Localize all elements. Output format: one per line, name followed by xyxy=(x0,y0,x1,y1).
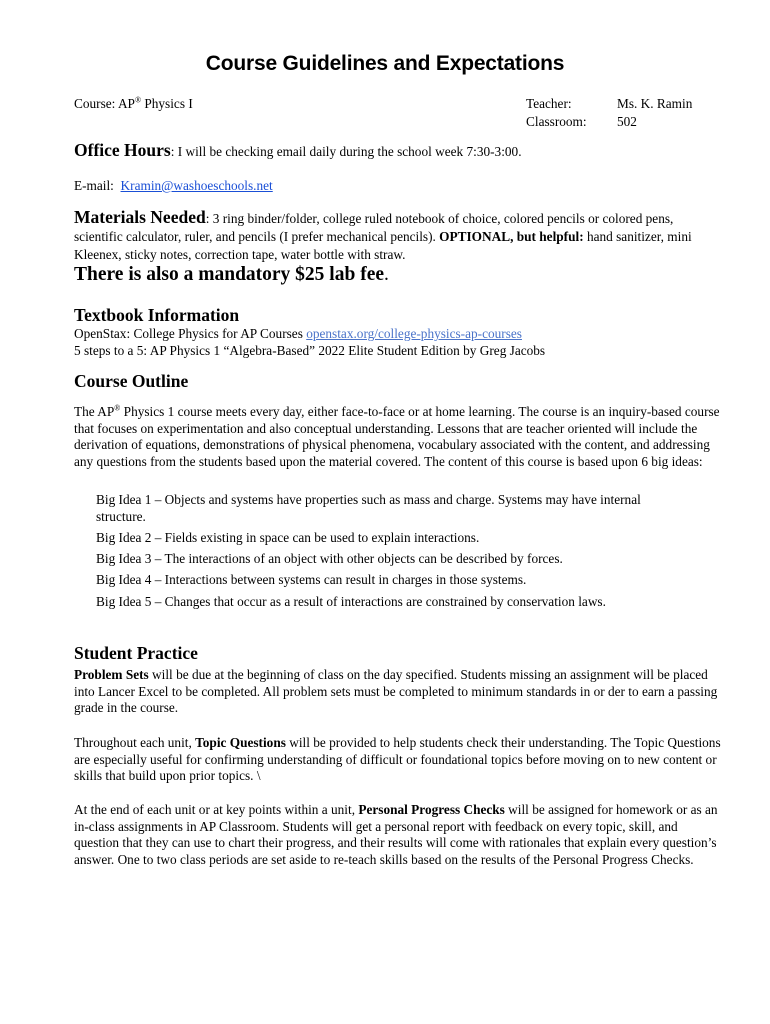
student-practice-heading: Student Practice xyxy=(74,643,198,663)
materials-paragraph: Materials Needed: 3 ring binder/folder, college ruled notebook of choice, colored pencils or colored pens, scientific calculator, ruler, and pencils (I prefer mechanical pencils). OPTIONAL, but helpful: hand sanitizer, mini Kleenex, sticky notes, correction tape, water bottle with straw. xyxy=(74,207,692,262)
openstax-link[interactable]: openstax.org/college-physics-ap-courses xyxy=(306,326,522,341)
progress-checks-paragraph: At the end of each unit or at key points within a unit, Personal Progress Checks will be assigned for homework or as an in-class assignments in AP Classroom. Students will get a personal report with feedback on every topic, skill, and question that they can use to chart their progress, and their results will come with rationales that explain every question’s answer. One to two class periods are set aside to re-teach skills based on the results of the Personal Progress Checks. xyxy=(74,802,718,867)
email-line xyxy=(74,177,273,194)
classroom-label: Classroom: xyxy=(526,114,587,129)
course-outline-heading: Course Outline xyxy=(74,371,189,391)
office-hours xyxy=(74,140,522,161)
registered-mark: ® xyxy=(134,95,142,105)
email-label: E-mail: xyxy=(74,178,114,193)
textbook-line-1: OpenStax: College Physics for AP Courses openstax.org/college-physics-ap-courses xyxy=(74,326,522,341)
course-name: Physics I xyxy=(141,96,193,111)
office-hours-heading: Office Hours xyxy=(74,140,171,160)
materials-heading: Materials Needed xyxy=(74,207,206,227)
big-idea-4: Big Idea 4 – Interactions between systems can result in charges in those systems. xyxy=(96,572,527,587)
classroom-value: 502 xyxy=(617,114,637,129)
big-idea-2: Big Idea 2 – Fields existing in space can be used to explain interactions. xyxy=(96,530,480,545)
big-idea-1: Big Idea 1 – Objects and systems have properties such as mass and charge. Systems may have internal structure. xyxy=(96,492,641,524)
course-line xyxy=(74,95,193,112)
course-outline-paragraph: The AP® Physics 1 course meets every day, either face-to-face or at home learning. The course is an inquiry-based course that focuses on experimentation and also conceptual understanding. Lessons that are teacher oriented will include the derivation of equations, demonstrations of physical phenomena, vocabulary associated with the content, and addressing any questions from the students based upon the material covered. The content of this course is based upon 6 big ideas: xyxy=(74,403,720,469)
topic-questions-paragraph: Throughout each unit, Topic Questions will be provided to help students check their understanding. The Topic Questions are especially useful for confirming understanding of difficult or foundational topics before moving on to new content or skills that build upon prior topics. \ xyxy=(74,735,721,784)
email-link[interactable]: Kramin@washoeschools.net xyxy=(120,178,273,193)
big-idea-5: Big Idea 5 – Changes that occur as a result of interactions are constrained by conservation laws. xyxy=(96,594,606,609)
lab-fee-notice: There is also a mandatory $25 lab fee. xyxy=(74,264,389,285)
textbook-line-2: 5 steps to a 5: AP Physics 1 “Algebra-Based” 2022 Elite Student Edition by Greg Jacobs xyxy=(74,343,546,358)
big-idea-3: Big Idea 3 – The interactions of an object with other objects can be described by forces. xyxy=(96,551,563,566)
textbook-heading: Textbook Information xyxy=(74,305,240,325)
teacher-value: Ms. K. Ramin xyxy=(617,96,693,111)
page-title: Course Guidelines and Expectations xyxy=(205,52,565,75)
problem-sets-paragraph: Problem Sets will be due at the beginning of class on the day specified. Students missing an assignment will be placed into Lancer Excel to be completed. All problem sets must be completed to minimum standards in or der to earn a passing grade in the course. xyxy=(74,667,718,716)
office-hours-text: : I will be checking email daily during the school week 7:30-3:00. xyxy=(170,144,522,159)
teacher-label: Teacher: xyxy=(526,96,572,111)
optional-label: OPTIONAL, but helpful: xyxy=(439,229,584,244)
course-label: Course: AP xyxy=(74,96,135,111)
